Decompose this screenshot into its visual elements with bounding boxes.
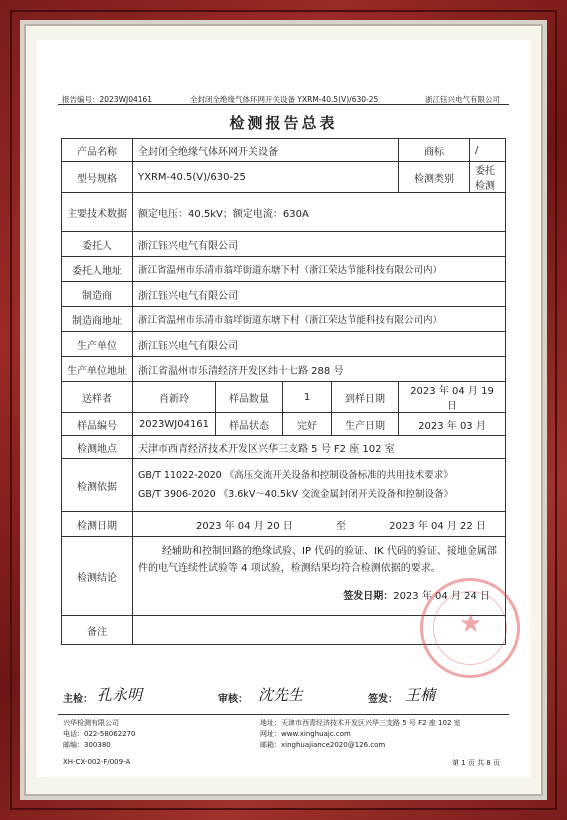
test-basis-standard: GB/T 11022-2020 《高压交流开关设备和控制设备标准的共用技术要求》 — [138, 470, 453, 481]
table-row — [62, 436, 506, 459]
arrival-date-value: 2023 年 04 月 19 日 — [399, 382, 506, 413]
maker-address-label: 制造商地址 — [62, 307, 133, 332]
production-date-value: 2023 年 03 月 — [399, 413, 506, 436]
main-inspector-signature: 孔永明 — [97, 686, 143, 704]
table-row — [62, 459, 506, 512]
maker-label: 制造商 — [62, 282, 133, 307]
reviewer-signature: 沈先生 — [258, 686, 304, 704]
test-date-from: 2023 年 04 月 20 日 — [196, 520, 293, 532]
client-value: 浙江钰兴电气有限公司 — [133, 232, 506, 257]
table-row — [62, 413, 506, 436]
model-label: 型号规格 — [62, 162, 133, 193]
client-label: 委托人 — [62, 232, 133, 257]
table-row — [62, 193, 506, 232]
footer-website: 网址：www.xinghuajc.com — [260, 730, 351, 738]
trademark-value: / — [470, 139, 506, 162]
product-name-label: 产品名称 — [62, 139, 133, 162]
quantity-value: 1 — [283, 382, 332, 413]
model-value: YXRM-40.5(V)/630-25 — [133, 162, 399, 193]
header-company: 浙江钰兴电气有限公司 — [425, 95, 500, 104]
arrival-date-label: 到样日期 — [332, 382, 399, 413]
conclusion-text: 经辅助和控制回路的绝缘试验、IP 代码的验证、IK 代码的验证、接地金属部件的电气连续性试验等 4 项试验，检测结果均符合检测依据的要求。 — [138, 546, 497, 574]
producer-value: 浙江钰兴电气有限公司 — [133, 332, 506, 357]
test-site-label: 检测地点 — [62, 436, 133, 459]
test-date-to: 2023 年 04 月 22 日 — [389, 520, 486, 532]
quantity-label: 样品数量 — [216, 382, 283, 413]
issuer-label: 签发： — [368, 694, 398, 705]
conclusion-label: 检测结论 — [62, 537, 133, 616]
client-address-label: 委托人地址 — [62, 257, 133, 282]
tech-data-value: 额定电压：40.5kV；额定电流：630A — [133, 193, 506, 232]
inspection-seal — [420, 578, 520, 678]
issue-date-label: 签发日期： — [343, 591, 394, 602]
footer-right — [260, 718, 461, 751]
product-name-value: 全封闭全绝缘气体环网开关设备 — [133, 139, 399, 162]
seal-star-icon: ★ — [459, 609, 483, 639]
table-row — [62, 282, 506, 307]
table-row — [62, 512, 506, 537]
producer-label: 生产单位 — [62, 332, 133, 357]
table-row — [62, 382, 506, 413]
production-date-label: 生产日期 — [332, 413, 399, 436]
test-date-to-word: 至 — [335, 520, 346, 532]
client-address-value: 浙江省温州市乐清市翁垟街道东塘下村（浙江荣达节能科技有限公司内） — [133, 257, 506, 282]
test-date-value — [133, 512, 506, 537]
report-number-label: 报告编号： — [62, 95, 100, 104]
footer-company: 兴华检测有限公司 — [63, 719, 119, 727]
header-rule — [58, 104, 509, 105]
test-type-label: 检测类别 — [399, 162, 470, 193]
page-title: 检测报告总表 — [229, 114, 338, 132]
table-row — [62, 307, 506, 332]
footer-rule — [58, 714, 509, 715]
footer-postcode: 邮编：300380 — [63, 741, 111, 749]
table-row — [62, 232, 506, 257]
summary-table — [61, 138, 506, 645]
sample-state-value: 完好 — [283, 413, 332, 436]
test-site-value: 天津市西青经济技术开发区兴华三支路 5 号 F2 座 102 室 — [133, 436, 506, 459]
header-product: 全封闭全绝缘气体环网开关设备 YXRM-40.5(V)/630-25 — [190, 95, 379, 104]
sample-state-label: 样品状态 — [216, 413, 283, 436]
trademark-label: 商标 — [399, 139, 470, 162]
sender-label: 送样者 — [62, 382, 133, 413]
test-basis-standard: GB/T 3906-2020 《3.6kV～40.5kV 交流金属封闭开关设备和控制设备》 — [138, 489, 453, 500]
report-number-value: 2023WJ04161 — [99, 95, 153, 104]
main-inspector-label: 主检： — [63, 694, 93, 705]
test-date-label: 检测日期 — [62, 512, 133, 537]
issuer-signature: 王楠 — [405, 686, 436, 704]
tech-data-label: 主要技术数据 — [62, 193, 133, 232]
table-row — [62, 162, 506, 193]
issue-date-value: 2023 年 04 月 24 日 — [393, 591, 490, 602]
table-row — [62, 257, 506, 282]
sender-value: 肖新玲 — [133, 382, 216, 413]
sample-number-value: 2023WJ04161 — [133, 413, 216, 436]
maker-address-value: 浙江省温州市乐清市翁垟街道东塘下村（浙江荣达节能科技有限公司内） — [133, 307, 506, 332]
reviewer-label: 审核： — [218, 694, 248, 705]
table-row — [62, 357, 506, 382]
producer-address-value: 浙江省温州市乐清经济开发区纬十七路 288 号 — [133, 357, 506, 382]
remark-label: 备注 — [62, 616, 133, 645]
document-code: XH-CX-002-F/009-A — [63, 758, 131, 766]
maker-value: 浙江钰兴电气有限公司 — [133, 282, 506, 307]
footer-phone: 电话：022-58062270 — [63, 730, 136, 738]
footer-address: 地址：天津市西青经济技术开发区兴华三支路 5 号 F2 座 102 室 — [260, 719, 461, 727]
table-row — [62, 139, 506, 162]
test-basis-label: 检测依据 — [62, 459, 133, 512]
sample-number-label: 样品编号 — [62, 413, 133, 436]
test-type-value: 委托检测 — [470, 162, 506, 193]
footer-email: 邮箱：xinghuajiance2020@126.com — [260, 741, 386, 749]
table-row — [62, 332, 506, 357]
footer-left — [63, 718, 136, 751]
producer-address-label: 生产单位地址 — [62, 357, 133, 382]
page-indicator: 第 1 页 共 8 页 — [452, 759, 501, 767]
